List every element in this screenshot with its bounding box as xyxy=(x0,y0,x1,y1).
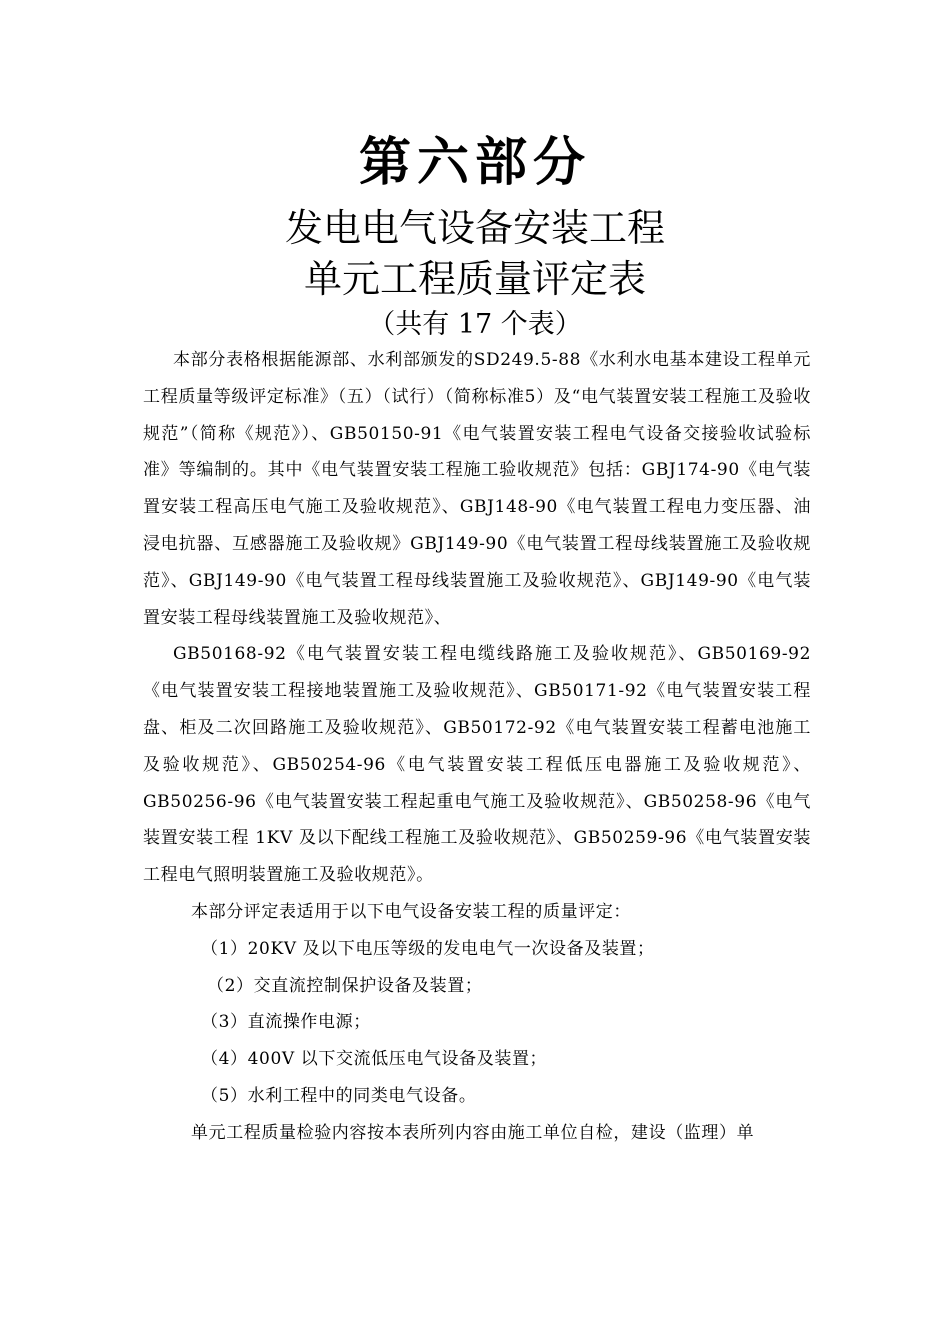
subtitle-line-1: 发电电气设备安装工程 xyxy=(284,206,665,250)
scope-item-1: （1）20KV 及以下电压等级的发电电气一次设备及装置； xyxy=(201,938,655,959)
body-text xyxy=(143,342,811,1152)
intro-paragraph: 本部分表格根据能源部、水利部颁发的SD249.5-88《水利水电基本建设工程单元工程质量等级评定标准》（五）（试行）（简称标准5）及“电气装置安装工程施工及验收规范”（简称《规范》）、GB50150-91《电气装置安装工程电气设备交接验收试验标准》等编制的。其中《电气装置安装工程施工验收规范》包括：GBJ174-90《电气装置安装工程高压电气施工及验收规范》、GBJ148-90《电气装置工程电力变压器、油浸电抗器、互感器施工及验收规》GBJ149-90《电气装置工程母线装置施工及验收规范》、GBJ149-90《电气装置工程母线装置施工及验收规范》、GBJ149-90《电气装置安装工程母线装置施工及验收规范》、 xyxy=(143,350,811,628)
scope-item-3: （3）直流操作电源； xyxy=(201,1012,371,1033)
scope-item-5: （5）水利工程中的同类电气设备。 xyxy=(201,1085,477,1106)
scope-item-4: （4）400V 以下交流低压电气设备及装置； xyxy=(201,1049,548,1070)
scope-paragraph: 本部分评定表适用于以下电气设备安装工程的质量评定： xyxy=(191,901,631,922)
table-count: （共有 17 个表） xyxy=(368,309,582,340)
inspection-paragraph: 单元工程质量检验内容按本表所列内容由施工单位自检，建设（监理）单 xyxy=(191,1122,755,1143)
part-title: 第六部分 xyxy=(358,132,591,193)
standards-paragraph: GB50168-92《电气装置安装工程电缆线路施工及验收规范》、GB50169-92《电气装置安装工程接地装置施工及验收规范》、GB50171-92《电气装置安装工程盘、柜及二次回路施工及验收规范》、GB50172-92《电气装置安装工程蓄电池施工及验收规范》、GB50254-96《电气装置安装工程低压电器施工及验收规范》、GB50256-96《电气装置安装工程起重电气施工及验收规范》、GB50258-96《电气装置安装工程 1KV 及以下配线工程施工及验收规范》、GB50259-96《电气装置安装工程电气照明装置施工及验收规范》。 xyxy=(143,644,811,886)
scope-item-2: （2）交直流控制保护设备及装置； xyxy=(207,975,483,996)
subtitle-line-2: 单元工程质量评定表 xyxy=(303,257,646,301)
